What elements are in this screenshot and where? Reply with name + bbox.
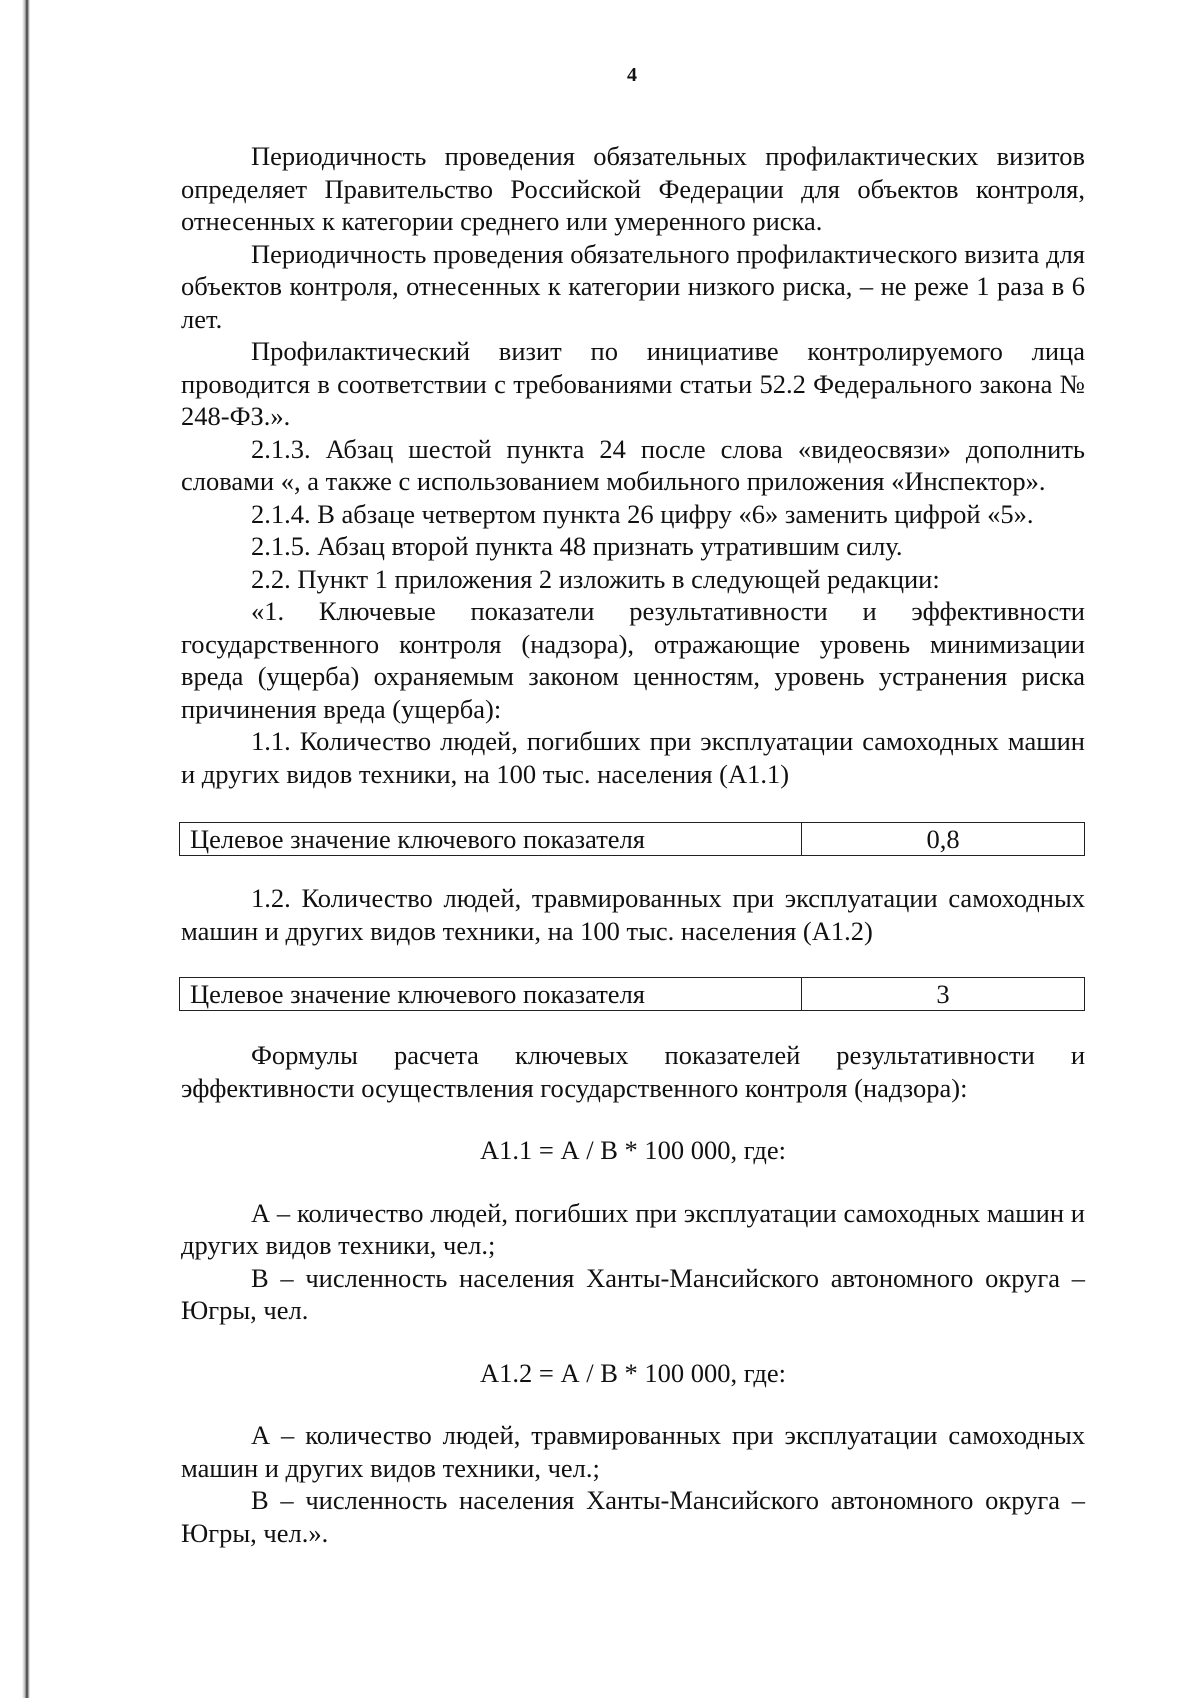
formula-a1-2: А1.2 = А / В * 100 000, где: bbox=[480, 1357, 786, 1388]
paragraph-key-indicators: «1. Ключевые показатели результативности и эффективности государственного контроля (надзора), отражающие уровень минимизации вреда (ущерба) охраняемым законом ценностям, уровень устранения риска причинения вреда (ущерба): bbox=[181, 596, 1085, 724]
table-row bbox=[180, 978, 1085, 1011]
definition-b-population: В – численность населения Ханты-Мансийского автономного округа – Югры, чел. bbox=[181, 1262, 1085, 1325]
table-cell-value: 3 bbox=[802, 978, 1085, 1011]
paragraph-2-1-3: 2.1.3. Абзац шестой пункта 24 после слова «видеосвязи» дополнить словами «, а также с использованием мобильного приложения «Инспектор». bbox=[181, 433, 1085, 496]
document-body bbox=[181, 140, 1085, 1549]
paragraph-periodicity-low-risk: Периодичность проведения обязательного профилактического визита для объектов контроля, отнесенных к категории низкого риска, – не реже 1 раза в 6 лет. bbox=[181, 238, 1085, 334]
indicator-table-a1-2 bbox=[179, 977, 1085, 1011]
table-cell-label: Целевое значение ключевого показателя bbox=[180, 823, 802, 856]
definition-a-injuries: А – количество людей, травмированных при эксплуатации самоходных машин и других видов техники, чел.; bbox=[181, 1420, 1085, 1483]
table-cell-value: 0,8 bbox=[802, 823, 1085, 856]
formula-a1-1: А1.1 = А / В * 100 000, где: bbox=[480, 1135, 786, 1165]
paragraph-periodicity-mandatory: Периодичность проведения обязательных профилактических визитов определяет Правительство Российской Федерации для объектов контроля, отнесенных к категории среднего или умеренного риска. bbox=[181, 141, 1085, 236]
page-number: 4 bbox=[627, 64, 637, 86]
paragraph-1-2: 1.2. Количество людей, травмированных при эксплуатации самоходных машин и других видов техники, на 100 тыс. населения (А1.2) bbox=[181, 883, 1085, 946]
paragraph-initiative-visit: Профилактический визит по инициативе контролируемого лица проводится в соответствии с требованиями статьи 52.2 Федерального закона № 248-ФЗ.». bbox=[181, 336, 1085, 431]
scan-edge bbox=[0, 0, 30, 1698]
paragraph-1-1: 1.1. Количество людей, погибших при эксплуатации самоходных машин и других видов техники, на 100 тыс. населения (А1.1) bbox=[181, 726, 1085, 789]
paragraph-formulas-intro: Формулы расчета ключевых показателей результативности и эффективности осуществления государственного контроля (надзора): bbox=[181, 1040, 1085, 1103]
paragraph-2-2: 2.2. Пункт 1 приложения 2 изложить в следующей редакции: bbox=[251, 563, 940, 594]
definition-a-deaths: А – количество людей, погибших при эксплуатации самоходных машин и других видов техники, чел.; bbox=[181, 1197, 1085, 1260]
indicator-table-a1-1 bbox=[179, 822, 1085, 856]
definition-b-population-2: В – численность населения Ханты-Мансийского автономного округа – Югры, чел.». bbox=[181, 1485, 1085, 1548]
table-cell-label: Целевое значение ключевого показателя bbox=[180, 978, 802, 1011]
table-row bbox=[180, 823, 1085, 856]
paragraph-2-1-5: 2.1.5. Абзац второй пункта 48 признать утратившим силу. bbox=[251, 531, 903, 561]
paragraph-2-1-4: 2.1.4. В абзаце четвертом пункта 26 цифру «6» заменить цифрой «5». bbox=[251, 498, 1034, 529]
